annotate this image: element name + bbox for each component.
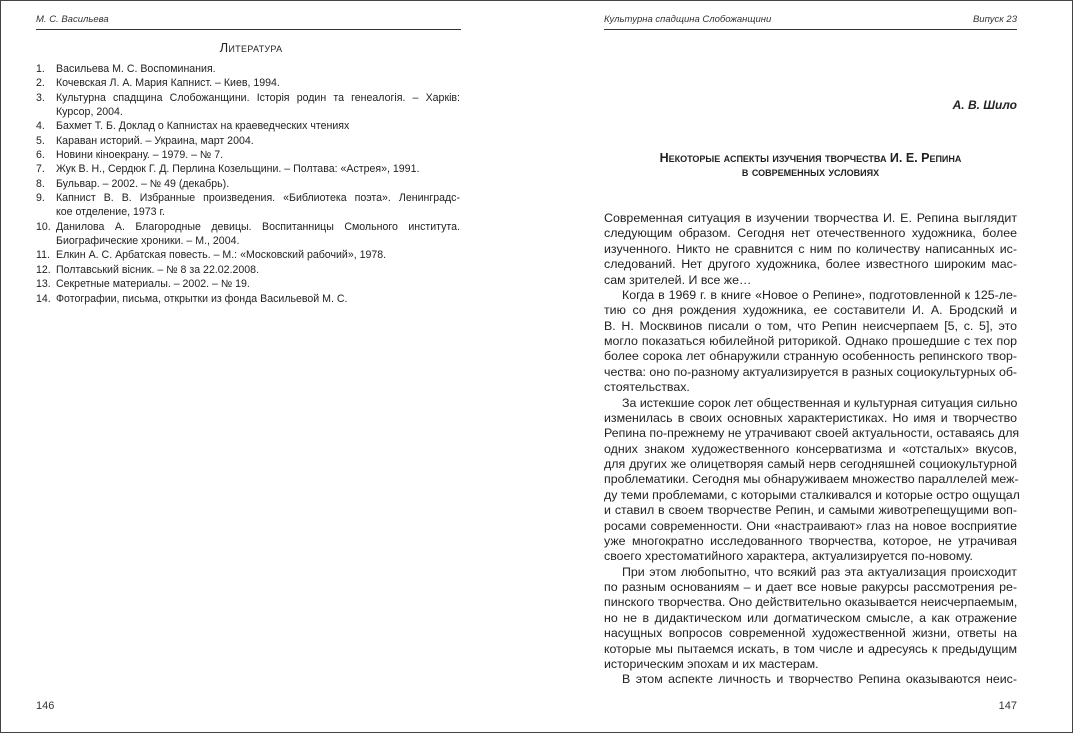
left-header-rule [36,29,461,30]
article-body [604,211,1020,688]
text-line: для других же олицетворяя самый нерв сегодняшней социокультурной [604,457,1017,471]
reference-text [56,76,460,90]
paragraph [604,211,1017,288]
text-line: уже многократно исследованного творчества, которое, не утрачивая [604,533,1017,548]
text-line: За истекшие сорок лет общественная и культурная ситуация сильно [622,395,1018,410]
reference-text [56,191,460,220]
reference-line: Секретные материалы. – 2002. – № 19. [56,278,250,291]
reference-line: Васильева М. С. Воспоминания. [56,63,216,75]
reference-line: Кочевская Л. А. Мария Капнист. – Киев, 1994. [56,77,280,90]
reference-item [36,76,460,90]
reference-line: Биографические хроники. – М., 2004. [56,235,240,248]
text-line: сам зрителей. И все же… [604,272,752,287]
text-line: Репина по-прежнему не утрачивают своей актуальности, оставаясь для [604,426,1020,441]
text-line: следований. Нет другого художника, более известного широким мас- [604,257,1017,272]
text-line: росами современности. Они «настраивают» глаз на новое восприятие [604,518,1017,533]
article-title [604,151,1017,179]
text-line: проблематики. Сегодня мы обнаруживаем множество параллелей меж- [604,472,1019,487]
text-line: одних знаком художественного консерватизма и «отсталых» вкусов, [604,441,1017,456]
reference-text [56,248,460,262]
article-title-line: в современных условиях [741,165,880,179]
text-line: своего хрестоматийного характера, актуализируется по-новому. [604,549,973,564]
reference-item [36,119,460,133]
reference-text [56,148,460,162]
text-line: Когда в 1969 г. в книге «Новое о Репине», подготовленной к 125-ле- [622,287,1017,302]
paragraph [604,288,1017,396]
text-line: но не в дидактическом или догматическом смысле, а как отражение [604,610,1017,625]
reference-text [56,119,460,133]
reference-number: 9. [36,192,45,205]
reference-line: Курсор, 2004. [56,106,123,119]
text-line: тию со дня рождения художника, ее составители И. А. Бродский и [604,303,1017,318]
reference-item [36,277,460,291]
reference-line: Данилова А. Благородные девицы. Воспитанницы Смольного института. [56,220,460,233]
text-line: более сорока лет обнаружили странную особенность репинского твор- [604,349,1017,364]
text-line: изменилась в своих основных характеристиках. Но имя и творчество [604,410,1017,425]
reference-item [36,248,460,262]
right-running-head: Культурна спадщина Слобожанщини [604,14,772,25]
text-line: могло показаться юбилейной риторикой. Однако прошедшие с тех пор [604,334,1017,348]
issue-number: Випуск 23 [972,14,1017,25]
left-page-number: 146 [36,700,55,712]
reference-line: Бульвар. – 2002. – № 49 (декабрь). [56,177,230,190]
reference-number: 14. [36,292,51,305]
reference-text [56,220,460,249]
paragraph [604,395,1020,565]
right-header-rule [604,29,1017,30]
reference-line: Новини кіноекрану. – 1979. – № 7. [56,149,224,162]
text-line: В. Н. Москвинов писали о том, что Репин неисчерпаем [5, с. 5], это [604,318,1017,333]
reference-line: Жук В. Н., Сердюк Г. Д. Перлина Козельщини. – Полтава: «Астрея», 1991. [56,163,420,176]
left-running-head: М. С. Васильева [36,14,109,25]
reference-text [56,263,460,277]
text-line: стоятельствах. [604,380,690,395]
reference-item [36,134,460,148]
reference-text [56,134,460,148]
reference-number: 2. [36,77,45,90]
reference-line: Фотографии, письма, открытки из фонда Васильевой М. С. [56,292,348,305]
references-list [36,62,460,306]
text-line: изученного. Никто не сравнится с ним по количеству написанных ис- [604,241,1017,256]
reference-line: Капнист В. В. Избранные произведения. «Библиотека поэта». Ленинградс- [56,192,460,205]
reference-number: 7. [36,163,45,176]
text-line: по разным основаниям – и дает все новые ракурсы рассмотрения ре- [604,580,1017,594]
reference-text [56,162,460,176]
reference-number: 5. [36,134,45,147]
reference-item [36,177,460,191]
reference-line: Елкин А. С. Арбатская повесть. – М.: «Московский рабочий», 1978. [56,249,387,262]
reference-number: 1. [36,63,45,75]
reference-item [36,148,460,162]
reference-item [36,263,460,277]
article-author: А. В. Шило [952,98,1017,112]
reference-line: Бахмет Т. Б. Доклад о Капнистах на краеведческих чтениях [56,120,350,133]
reference-text [56,292,460,306]
reference-number: 6. [36,149,45,162]
reference-text [56,277,460,291]
reference-number: 8. [36,177,45,190]
reference-text [56,62,460,76]
text-line: В этом аспекте личность и творчество Репина оказываются неис- [622,672,1017,687]
text-line: и ставил в своем творчестве Репин, и самыми животрепещущими воп- [604,503,1017,518]
reference-number: 3. [36,91,45,104]
right-page-number: 147 [998,700,1017,712]
reference-item [36,62,460,76]
text-line: насущных вопросов современной художественной жизни, ответы на [604,626,1017,641]
reference-item [36,191,460,220]
text-line: следующим образом. Сегодня нет отечественного художника, более [604,226,1017,241]
text-line: Современная ситуация в изучении творчества И. Е. Репина выглядит [604,211,1017,225]
reference-line: кое отделение, 1973 г. [56,206,166,219]
reference-number: 4. [36,120,45,133]
text-line: которые мы пытаемся искать, в том числе и адресуясь к предыдущим [604,641,1017,656]
reference-line: Караван историй. – Украина, март 2004. [56,134,254,147]
reference-line: Полтавський вісник. – № 8 за 22.02.2008. [56,263,260,276]
reference-number: 11. [36,249,50,262]
text-line: При этом любопытно, что всякий раз эта актуализация происходит [622,564,1017,579]
reference-item [36,292,460,306]
reference-text [56,177,460,191]
text-line: чества: оно по-разному актуализируется в разных социокультурных об- [604,364,1018,379]
text-line: пинского творчества. Оно действительно оказывается неисчерпаемым, [604,595,1018,610]
article-title-line: Некоторые аспекты изучения творчества И. Е. Репина [659,151,962,165]
paragraph [604,672,1017,687]
reference-number: 13. [36,278,51,291]
reference-item [36,162,460,176]
reference-item [36,91,460,120]
reference-number: 12. [36,263,51,276]
reference-line: Культурна спадщина Слобожанщини. Історія родин та генеалогія. – Харків: [56,91,460,104]
text-line: историческим эпохам и их мастерам. [604,656,819,671]
reference-item [36,220,460,249]
paragraph [604,565,1017,673]
reference-text [56,91,460,120]
references-title: Литература [219,40,283,55]
text-line: ду теми проблемами, с которыми сталкивался и которые остро ощущал [604,487,1020,502]
reference-number: 10. [36,220,51,233]
